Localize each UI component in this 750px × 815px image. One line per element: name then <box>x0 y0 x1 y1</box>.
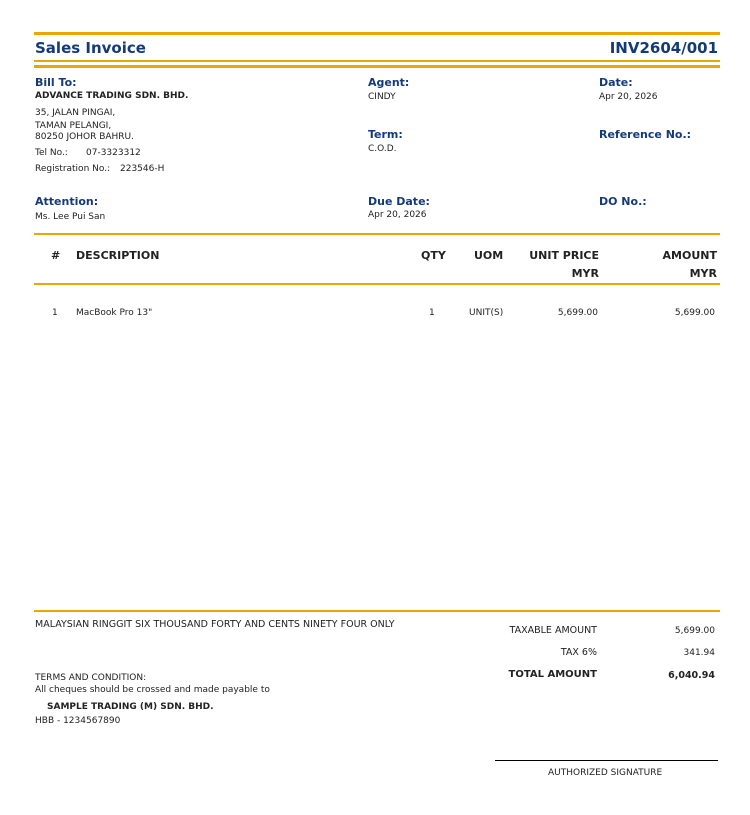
attention-value: Ms. Lee Pui San <box>35 212 106 222</box>
footer-top-rule <box>34 610 720 612</box>
due-date-value: Apr 20, 2026 <box>368 210 427 220</box>
tel-value: 07-3323312 <box>86 148 141 158</box>
terms-title: TERMS AND CONDITION: <box>35 673 147 683</box>
payee-name: SAMPLE TRADING (M) SDN. BHD. <box>47 702 214 712</box>
page-title: Sales Invoice <box>35 39 146 57</box>
invoice-number: INV2604/001 <box>609 39 718 57</box>
row-amount: 5,699.00 <box>674 308 715 318</box>
agent-value: CINDY <box>368 92 396 102</box>
date-value: Apr 20, 2026 <box>599 92 658 102</box>
registration-value: 223546-H <box>120 164 165 174</box>
row-num: 1 <box>52 308 58 318</box>
col-header-unit-price: UNIT PRICE <box>529 249 599 262</box>
bill-to-address-3: 80250 JOHOR BAHRU. <box>35 132 134 142</box>
header-bottom-rule-1 <box>34 60 720 62</box>
attention-label: Attention: <box>35 195 99 208</box>
bill-to-address-2: TAMAN PELANGI, <box>35 121 112 131</box>
total-amount-label: TOTAL AMOUNT <box>508 669 597 680</box>
row-qty: 1 <box>429 308 435 318</box>
tax-label: TAX 6% <box>560 647 597 658</box>
total-amount-value: 6,040.94 <box>668 670 715 681</box>
col-header-qty: QTY <box>421 249 446 262</box>
taxable-amount-label: TAXABLE AMOUNT <box>509 625 597 636</box>
col-header-unit-price-currency: MYR <box>571 267 599 280</box>
bill-to-label: Bill To: <box>35 76 77 89</box>
tax-value: 341.94 <box>683 648 715 658</box>
authorized-signature-label: AUTHORIZED SIGNATURE <box>548 768 663 778</box>
reference-label: Reference No.: <box>599 128 692 141</box>
table-header-top-rule <box>34 233 720 235</box>
header-top-rule <box>34 32 720 35</box>
col-header-num: # <box>51 249 61 262</box>
due-date-label: Due Date: <box>368 195 430 208</box>
bank-account: HBB - 1234567890 <box>35 716 121 726</box>
terms-text: All cheques should be crossed and made payable to <box>35 685 270 695</box>
signature-line <box>495 760 718 761</box>
col-header-amount: AMOUNT <box>662 249 717 262</box>
bill-to-company: ADVANCE TRADING SDN. BHD. <box>35 91 189 101</box>
row-description: MacBook Pro 13" <box>76 308 153 318</box>
col-header-description: DESCRIPTION <box>76 249 160 262</box>
registration-label: Registration No.: <box>35 164 111 174</box>
do-no-label: DO No.: <box>599 195 647 208</box>
date-label: Date: <box>599 76 633 89</box>
col-header-uom: UOM <box>474 249 504 262</box>
term-value: C.O.D. <box>368 144 397 154</box>
col-header-amount-currency: MYR <box>689 267 717 280</box>
header-bottom-rule-2 <box>34 65 720 68</box>
agent-label: Agent: <box>368 76 410 89</box>
term-label: Term: <box>368 128 403 141</box>
table-header-bottom-rule <box>34 283 720 285</box>
bill-to-address-1: 35, JALAN PINGAI, <box>35 108 116 118</box>
row-uom: UNIT(S) <box>469 308 504 318</box>
tel-label: Tel No.: <box>35 148 68 158</box>
taxable-amount-value: 5,699.00 <box>674 626 715 636</box>
amount-in-words: MALAYSIAN RINGGIT SIX THOUSAND FORTY AND CENTS NINETY FOUR ONLY <box>35 619 395 630</box>
row-unit-price: 5,699.00 <box>557 308 598 318</box>
